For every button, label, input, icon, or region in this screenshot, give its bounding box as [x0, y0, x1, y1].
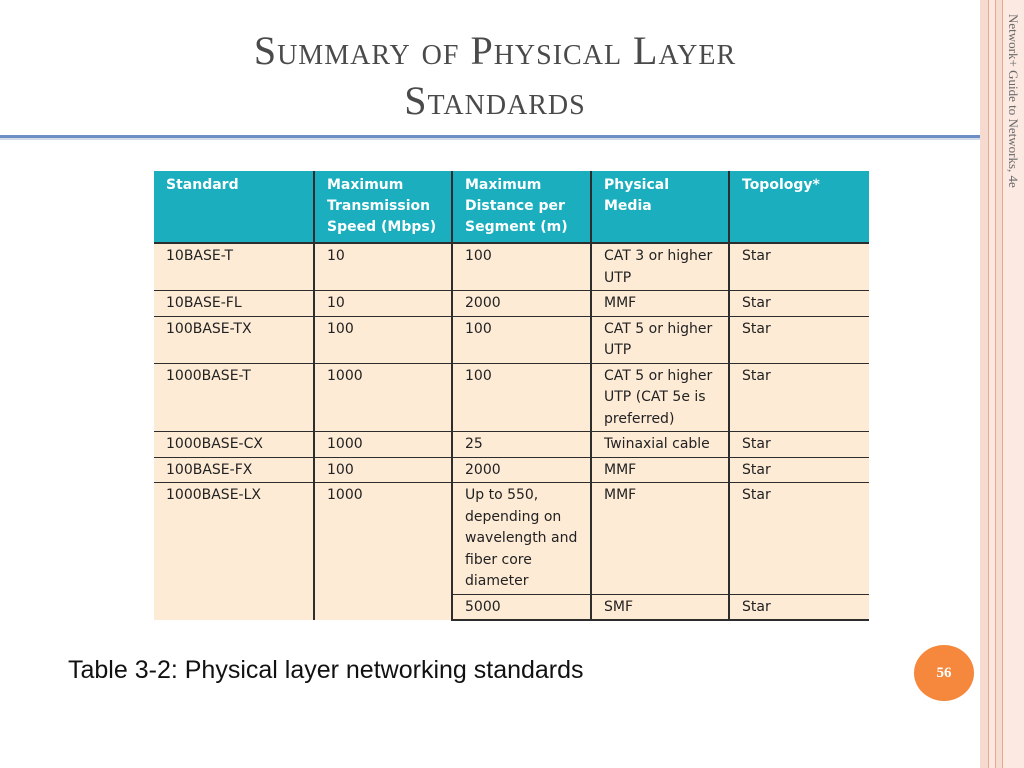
cell-topology: Star: [729, 594, 869, 620]
header-physical-media: Physical Media: [591, 171, 729, 243]
cell-media: MMF: [591, 483, 729, 595]
cell-speed: 1000: [314, 483, 452, 621]
cell-speed: 100: [314, 316, 452, 363]
header-standard: Standard: [154, 171, 314, 243]
cell-topology: Star: [729, 457, 869, 483]
table-row: [154, 243, 869, 291]
table-row: [154, 316, 869, 363]
table-row: [154, 457, 869, 483]
cell-topology: Star: [729, 432, 869, 458]
cell-standard: 1000BASE-LX: [154, 483, 314, 621]
table-row: [154, 483, 869, 595]
table-caption: Table 3-2: Physical layer networking standards: [68, 656, 584, 684]
cell-speed: 10: [314, 291, 452, 317]
cell-distance: Up to 550, depending on wavelength and fiber core diameter: [452, 483, 591, 595]
cell-topology: Star: [729, 291, 869, 317]
cell-distance: 100: [452, 243, 591, 291]
header-topology: Topology*: [729, 171, 869, 243]
table-row: [154, 291, 869, 317]
cell-distance: 100: [452, 316, 591, 363]
table-header-row: [154, 171, 869, 243]
table-row: [154, 363, 869, 432]
slide-title: [60, 26, 930, 126]
cell-media: CAT 5 or higher UTP (CAT 5e is preferred): [591, 363, 729, 432]
cell-media: SMF: [591, 594, 729, 620]
cell-distance: 2000: [452, 291, 591, 317]
slide-title-line-1: Summary of Physical Layer: [253, 28, 737, 73]
cell-standard: 1000BASE-CX: [154, 432, 314, 458]
cell-media: CAT 3 or higher UTP: [591, 243, 729, 291]
cell-topology: Star: [729, 483, 869, 595]
cell-media: Twinaxial cable: [591, 432, 729, 458]
cell-standard: 10BASE-T: [154, 243, 314, 291]
cell-distance: 5000: [452, 594, 591, 620]
cell-topology: Star: [729, 363, 869, 432]
cell-speed: 10: [314, 243, 452, 291]
table-row: [154, 432, 869, 458]
cell-distance: 2000: [452, 457, 591, 483]
cell-media: CAT 5 or higher UTP: [591, 316, 729, 363]
cell-standard: 1000BASE-T: [154, 363, 314, 432]
physical-layer-standards-table: [154, 171, 869, 621]
cell-standard: 100BASE-FX: [154, 457, 314, 483]
header-max-distance: Maximum Distance per Segment (m): [452, 171, 591, 243]
cell-topology: Star: [729, 243, 869, 291]
cell-distance: 100: [452, 363, 591, 432]
page-number-badge: 56: [914, 645, 974, 701]
cell-speed: 100: [314, 457, 452, 483]
cell-topology: Star: [729, 316, 869, 363]
cell-speed: 1000: [314, 363, 452, 432]
cell-speed: 1000: [314, 432, 452, 458]
sidebar-footer-text: Network+ Guide to Networks, 4e: [1006, 14, 1021, 188]
cell-media: MMF: [591, 291, 729, 317]
header-max-speed: Maximum Transmission Speed (Mbps): [314, 171, 452, 243]
cell-distance: 25: [452, 432, 591, 458]
cell-standard: 100BASE-TX: [154, 316, 314, 363]
slide-title-line-2: Standards: [404, 78, 586, 123]
cell-standard: 10BASE-FL: [154, 291, 314, 317]
cell-media: MMF: [591, 457, 729, 483]
title-divider-shadow: [0, 138, 980, 140]
